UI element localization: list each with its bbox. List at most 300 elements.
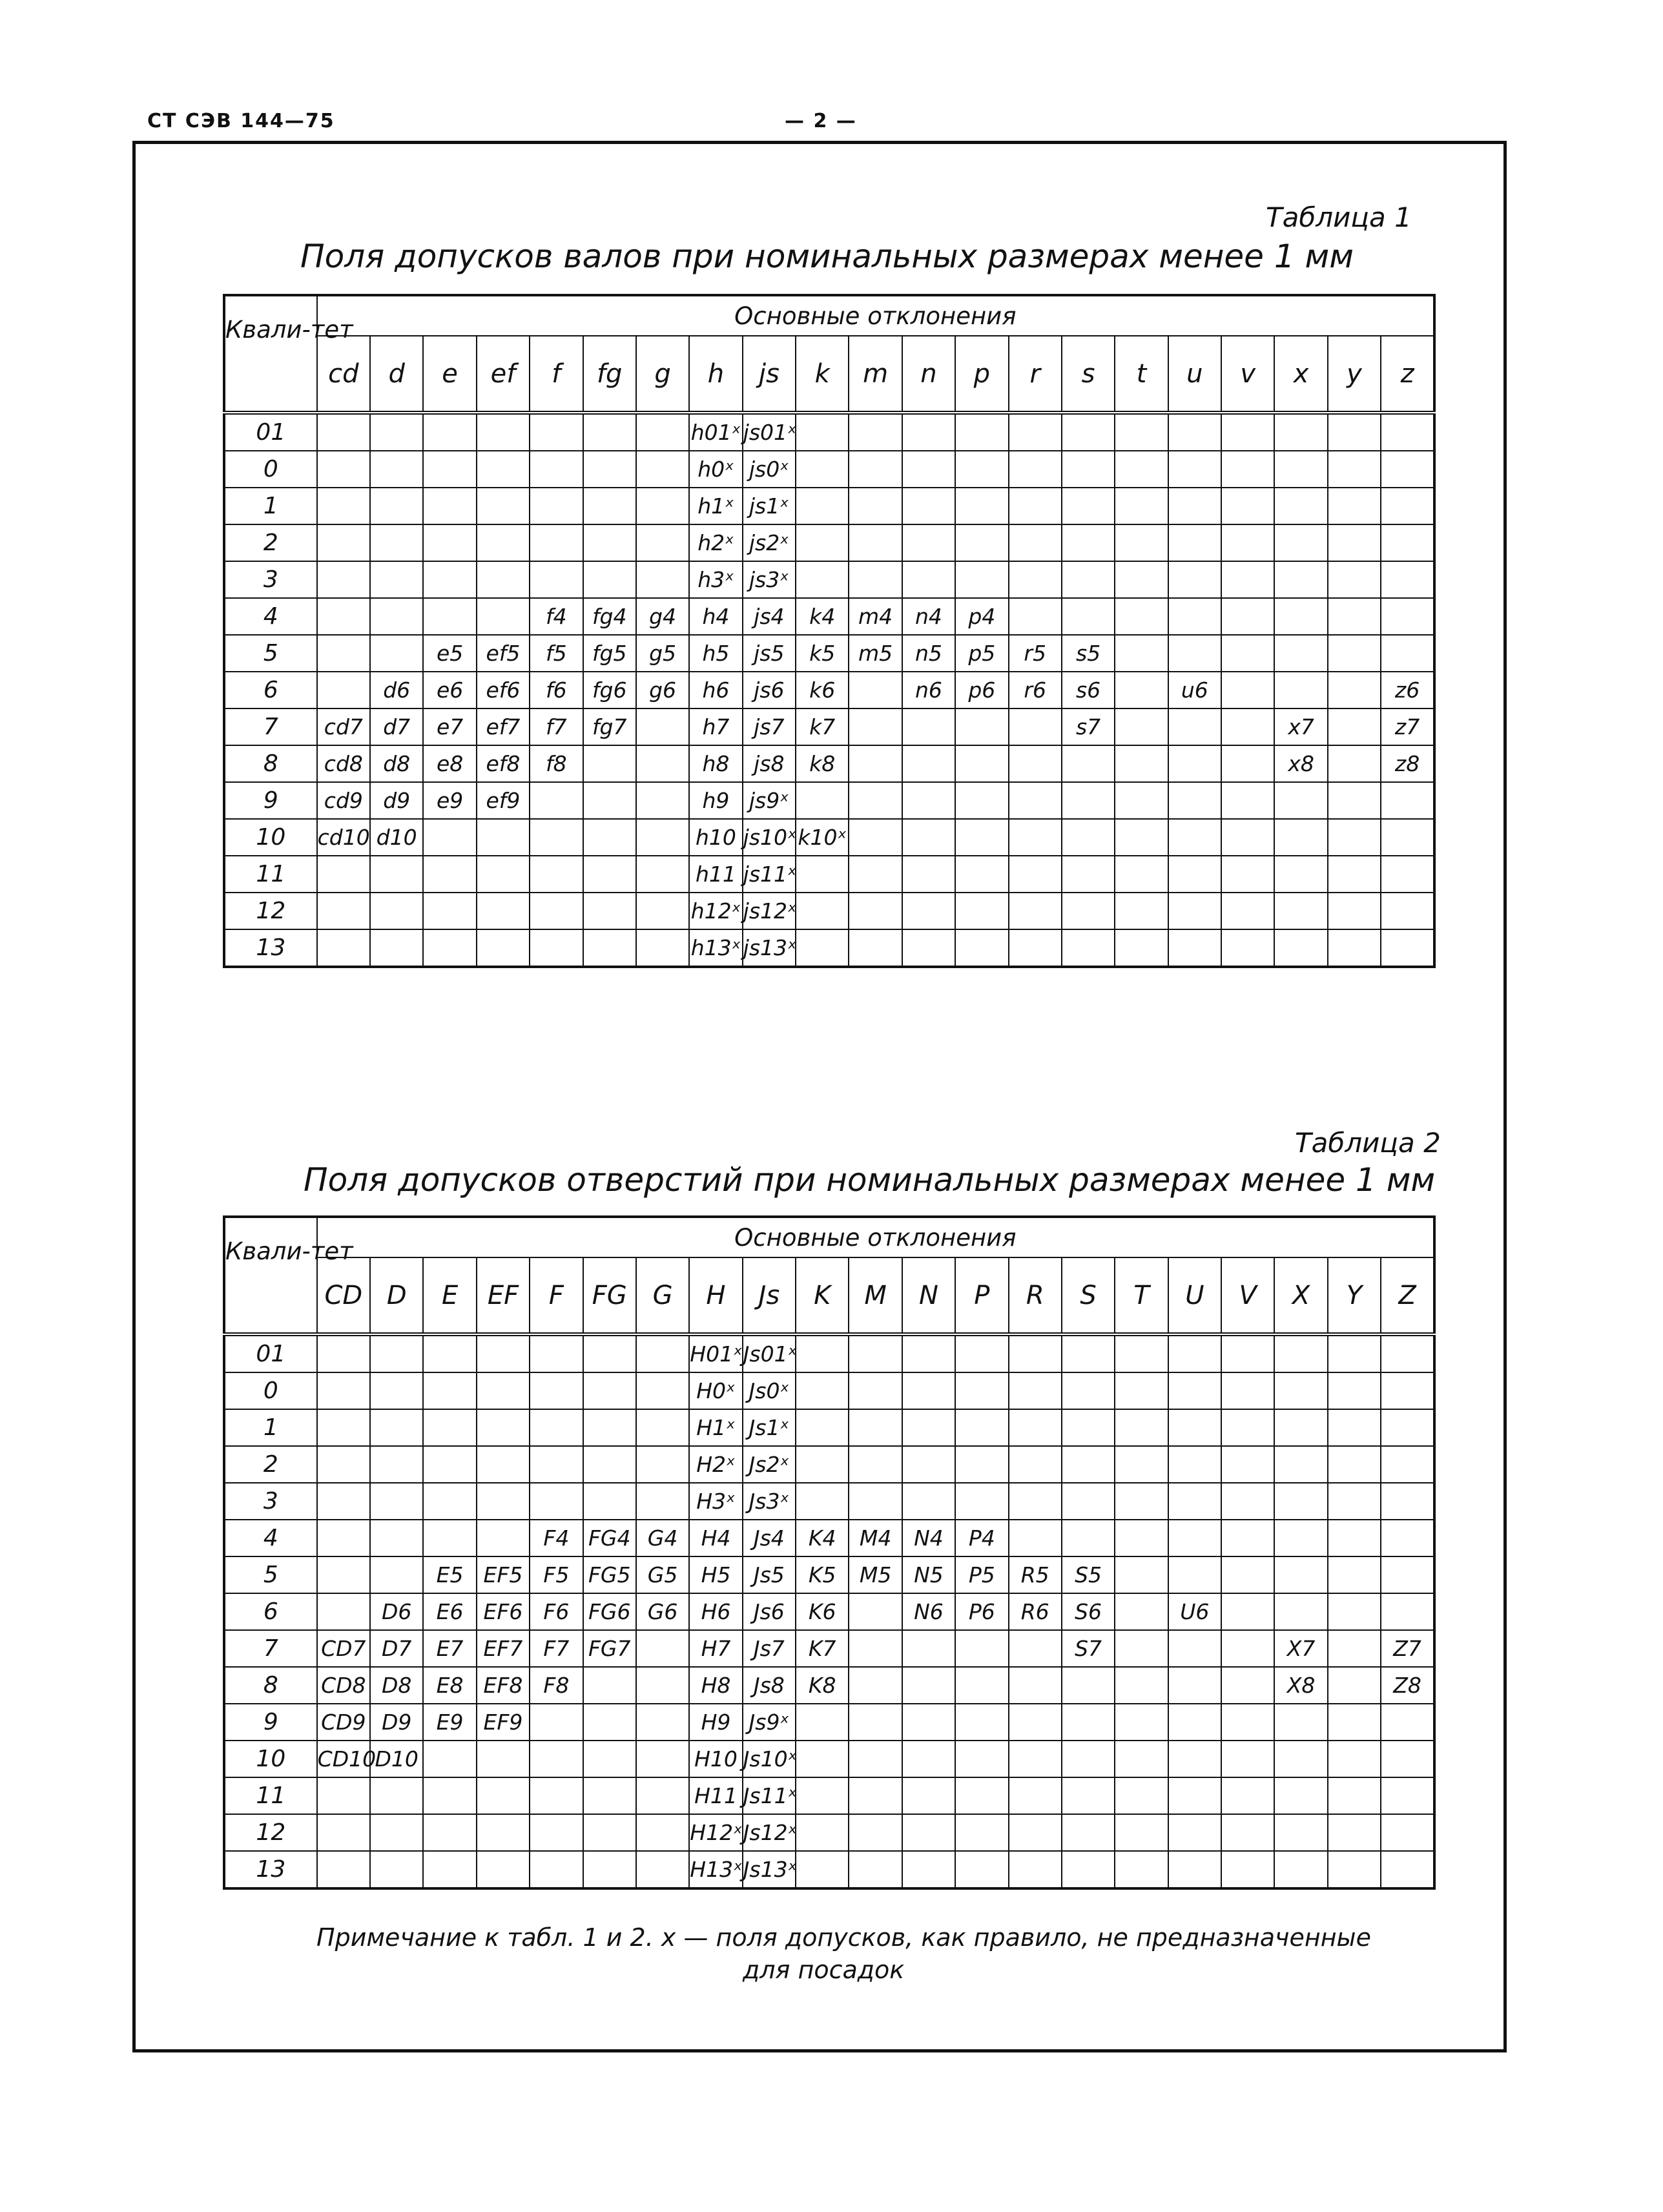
tolerance-cell: k6 [796, 672, 849, 708]
tolerance-cell: F4 [530, 1520, 583, 1556]
tolerance-cell [636, 1851, 689, 1888]
tolerance-cell [477, 1334, 530, 1372]
tolerance-cell [1221, 1409, 1274, 1446]
tolerance-cell [1221, 819, 1274, 856]
tolerance-cell [530, 561, 583, 598]
tolerance-cell [849, 1814, 902, 1851]
tolerance-cell [1115, 1741, 1168, 1777]
tolerance-cell: Js2ˣ [743, 1446, 796, 1483]
column-header-X: X [1274, 1257, 1327, 1334]
tolerance-cell [1009, 1851, 1062, 1888]
tolerance-cell: K8 [796, 1667, 849, 1704]
column-header-fg: fg [583, 336, 636, 413]
tolerance-cell [423, 1372, 476, 1409]
column-header-f: f [530, 336, 583, 413]
column-header-EF: EF [477, 1257, 530, 1334]
tolerance-cell [1328, 1851, 1381, 1888]
tolerance-cell [1062, 1446, 1115, 1483]
tolerance-cell: H7 [689, 1630, 742, 1667]
tolerance-cell [1009, 561, 1062, 598]
tolerance-cell [1115, 413, 1168, 451]
tolerance-cell [1274, 1593, 1327, 1630]
tolerance-cell [1115, 893, 1168, 929]
tolerance-cell [477, 1483, 530, 1520]
tolerance-cell: cd10 [317, 819, 370, 856]
tolerance-cell [477, 1520, 530, 1556]
tolerance-cell [370, 413, 423, 451]
tolerance-cell: CD7 [317, 1630, 370, 1667]
tolerance-cell [1274, 451, 1327, 488]
tolerance-cell [583, 1741, 636, 1777]
tolerance-cell: n4 [902, 598, 955, 635]
tolerance-cell: e7 [423, 708, 476, 745]
tolerance-cell [317, 1334, 370, 1372]
tolerance-cell [583, 1667, 636, 1704]
tolerance-cell: FG7 [583, 1630, 636, 1667]
tolerance-cell [1009, 1667, 1062, 1704]
tolerance-cell [1115, 635, 1168, 672]
tolerance-cell [1168, 1851, 1221, 1888]
tolerance-cell [1328, 745, 1381, 782]
tolerance-cell: s6 [1062, 672, 1115, 708]
tolerance-cell [1009, 1704, 1062, 1741]
table1-title: Поля допусков валов при номинальных размерах менее 1 мм [300, 238, 1354, 275]
tolerance-cell [1221, 1704, 1274, 1741]
tolerance-cell [1328, 1446, 1381, 1483]
tolerance-cell [849, 1446, 902, 1483]
tolerance-cell: EF5 [477, 1556, 530, 1593]
tolerance-cell [370, 561, 423, 598]
tolerance-cell [423, 1814, 476, 1851]
tolerance-cell [1221, 708, 1274, 745]
tolerance-cell [583, 1483, 636, 1520]
tolerance-cell [1328, 451, 1381, 488]
tolerance-cell: D9 [370, 1704, 423, 1741]
tolerance-cell [902, 1667, 955, 1704]
tolerance-cell [849, 1777, 902, 1814]
tolerance-cell [1328, 929, 1381, 967]
tolerance-cell: H5 [689, 1556, 742, 1593]
tolerance-cell [1168, 1667, 1221, 1704]
tolerance-cell [1009, 413, 1062, 451]
tolerance-cell [1115, 1372, 1168, 1409]
tolerance-cell: k8 [796, 745, 849, 782]
tolerance-cell [317, 856, 370, 893]
note-line-1: Примечание к табл. 1 и 2. x — поля допусков, как правило, не предназначенные [316, 1923, 1371, 1952]
grade-cell: 12 [224, 893, 317, 929]
grade-cell: 10 [224, 819, 317, 856]
column-header-p: p [955, 336, 1008, 413]
table-row [224, 893, 1434, 929]
tolerance-cell: z8 [1381, 745, 1434, 782]
tolerance-cell: f5 [530, 635, 583, 672]
column-header-y: y [1328, 336, 1381, 413]
tolerance-cell: js8 [743, 745, 796, 782]
tolerance-cell [1221, 561, 1274, 598]
tolerance-cell [1221, 1777, 1274, 1814]
tolerance-cell [1062, 1483, 1115, 1520]
tolerance-cell [1328, 1814, 1381, 1851]
tolerance-cell: h12ˣ [689, 893, 742, 929]
tolerance-cell [1168, 819, 1221, 856]
tolerance-cell [317, 929, 370, 967]
tolerance-cell [955, 745, 1008, 782]
tolerance-cell [1381, 413, 1434, 451]
tolerance-cell: ef8 [477, 745, 530, 782]
column-header-d: d [370, 336, 423, 413]
tolerance-cell [1274, 413, 1327, 451]
tolerance-cell [636, 561, 689, 598]
group-header: Основные отклонения [317, 1217, 1434, 1257]
tolerance-cell [796, 1409, 849, 1446]
tolerance-cell [530, 1409, 583, 1446]
column-header-H: H [689, 1257, 742, 1334]
tolerance-cell [849, 708, 902, 745]
tolerance-cell [423, 1520, 476, 1556]
tolerance-cell [530, 1704, 583, 1741]
tolerance-cell [1168, 1372, 1221, 1409]
tolerance-cell [317, 1851, 370, 1888]
tolerance-cell [1274, 1483, 1327, 1520]
tolerance-cell: EF7 [477, 1630, 530, 1667]
column-header-s: s [1062, 336, 1115, 413]
tolerance-cell [530, 856, 583, 893]
grade-cell: 7 [224, 1630, 317, 1667]
tolerance-cell [796, 1851, 849, 1888]
tolerance-cell [636, 524, 689, 561]
tolerance-cell [849, 1704, 902, 1741]
tolerance-cell: p6 [955, 672, 1008, 708]
column-header-K: K [796, 1257, 849, 1334]
tolerance-cell: s5 [1062, 635, 1115, 672]
table-row [224, 672, 1434, 708]
tolerance-cell [1328, 1667, 1381, 1704]
tolerance-cell [530, 1851, 583, 1888]
tolerance-cell [370, 1409, 423, 1446]
tolerance-cell [1328, 1741, 1381, 1777]
tolerance-cell [902, 524, 955, 561]
table2-label: Таблица 2 [1295, 1127, 1441, 1159]
tolerance-cell [1274, 561, 1327, 598]
tolerance-cell [1328, 672, 1381, 708]
tolerance-cell [1274, 1372, 1327, 1409]
tolerance-cell [1168, 893, 1221, 929]
tolerance-cell: E9 [423, 1704, 476, 1741]
tolerance-cell [530, 1741, 583, 1777]
tolerance-cell: F6 [530, 1593, 583, 1630]
tolerance-cell: D7 [370, 1630, 423, 1667]
tolerance-cell: X8 [1274, 1667, 1327, 1704]
tolerance-cell: g4 [636, 598, 689, 635]
tolerance-cell: Js4 [743, 1520, 796, 1556]
table-note [316, 1921, 1371, 1986]
tolerance-cell [1274, 1777, 1327, 1814]
tolerance-cell [902, 1483, 955, 1520]
tolerance-cell: Js11ˣ [743, 1777, 796, 1814]
tolerance-cell [796, 1334, 849, 1372]
tolerance-cell: H4 [689, 1520, 742, 1556]
tolerance-cell [1168, 1556, 1221, 1593]
column-header-CD: CD [317, 1257, 370, 1334]
tolerance-cell [1009, 893, 1062, 929]
tolerance-cell [423, 1777, 476, 1814]
tolerance-cell: p4 [955, 598, 1008, 635]
tolerance-cell [1115, 1851, 1168, 1888]
tolerance-cell: js6 [743, 672, 796, 708]
tolerance-cell [477, 1409, 530, 1446]
tolerance-cell: ef7 [477, 708, 530, 745]
tolerance-cell [1062, 745, 1115, 782]
tolerance-cell [1009, 451, 1062, 488]
tolerance-cell [955, 819, 1008, 856]
tolerance-cell: P5 [955, 1556, 1008, 1593]
tolerance-cell [1221, 1814, 1274, 1851]
tolerance-cell: N4 [902, 1520, 955, 1556]
tolerance-cell [1009, 1630, 1062, 1667]
tolerance-cell [1381, 524, 1434, 561]
column-header-g: g [636, 336, 689, 413]
tolerance-cell: n6 [902, 672, 955, 708]
tolerance-cell [317, 672, 370, 708]
tolerance-cell [1221, 1630, 1274, 1667]
tolerance-cell: u6 [1168, 672, 1221, 708]
tolerance-cell: d6 [370, 672, 423, 708]
tolerance-cell [1062, 929, 1115, 967]
tolerance-cell [1381, 561, 1434, 598]
grade-cell: 1 [224, 488, 317, 524]
tolerance-cell [1381, 451, 1434, 488]
table-row [224, 1334, 1434, 1372]
tolerance-cell: ef5 [477, 635, 530, 672]
tolerance-cell [1115, 1667, 1168, 1704]
tolerance-cell [477, 1741, 530, 1777]
tolerance-cell [370, 524, 423, 561]
tolerance-cell [955, 1704, 1008, 1741]
tolerance-cell: N6 [902, 1593, 955, 1630]
grade-cell: 3 [224, 561, 317, 598]
tolerance-cell [1009, 1334, 1062, 1372]
grade-cell: 01 [224, 1334, 317, 1372]
tolerance-cell [1381, 893, 1434, 929]
tolerance-cell [1115, 672, 1168, 708]
tolerance-cell [1115, 488, 1168, 524]
tolerance-cell [583, 893, 636, 929]
tolerance-cell: h8 [689, 745, 742, 782]
tolerance-cell: G5 [636, 1556, 689, 1593]
tolerance-cell: f6 [530, 672, 583, 708]
tolerance-cell [477, 1446, 530, 1483]
table-row [224, 1483, 1434, 1520]
tolerance-cell: CD10 [317, 1741, 370, 1777]
tolerance-cell: K4 [796, 1520, 849, 1556]
table-row [224, 708, 1434, 745]
tolerance-cell [1062, 451, 1115, 488]
tolerance-cell [1328, 1334, 1381, 1372]
tolerance-cell [423, 1851, 476, 1888]
tolerance-cell [1168, 1483, 1221, 1520]
tolerance-cell [1381, 488, 1434, 524]
grade-cell: 5 [224, 635, 317, 672]
tolerance-cell [583, 1777, 636, 1814]
column-header-F: F [530, 1257, 583, 1334]
tolerance-cell: EF6 [477, 1593, 530, 1630]
tolerance-cell [955, 488, 1008, 524]
tolerance-cell [317, 1556, 370, 1593]
tolerance-cell [636, 413, 689, 451]
tolerance-cell [636, 1372, 689, 1409]
tolerance-cell: f4 [530, 598, 583, 635]
tolerance-cell: cd9 [317, 782, 370, 819]
tolerance-cell [902, 708, 955, 745]
tolerance-cell [902, 451, 955, 488]
tolerance-cell [1062, 524, 1115, 561]
tolerance-cell [1168, 1814, 1221, 1851]
tolerance-cell: H12ˣ [689, 1814, 742, 1851]
tolerance-cell [1328, 561, 1381, 598]
tolerance-cell [955, 782, 1008, 819]
tolerance-cell [1115, 451, 1168, 488]
tolerance-cell [1009, 1483, 1062, 1520]
tolerance-cell [317, 451, 370, 488]
tolerance-cell [1274, 782, 1327, 819]
tolerance-cell [1168, 1334, 1221, 1372]
tolerance-cell [423, 524, 476, 561]
tolerance-cell [955, 1630, 1008, 1667]
tolerance-cell [1274, 1704, 1327, 1741]
tolerance-cell [583, 819, 636, 856]
tolerance-cell [1009, 488, 1062, 524]
tolerance-cell [1274, 1409, 1327, 1446]
tolerance-cell [1168, 1409, 1221, 1446]
tolerance-cell: Js7 [743, 1630, 796, 1667]
tolerance-cell: fg5 [583, 635, 636, 672]
tolerance-cell [955, 1409, 1008, 1446]
tolerance-cell: E7 [423, 1630, 476, 1667]
tolerance-cell [1168, 856, 1221, 893]
tolerance-cell [1221, 488, 1274, 524]
tolerance-cell [423, 1483, 476, 1520]
tolerance-cell: H1ˣ [689, 1409, 742, 1446]
tolerance-cell: H0ˣ [689, 1372, 742, 1409]
grade-cell: 12 [224, 1814, 317, 1851]
tolerance-cell [796, 413, 849, 451]
tolerance-cell [477, 929, 530, 967]
tolerance-cell: G6 [636, 1593, 689, 1630]
tolerance-cell [583, 1814, 636, 1851]
tolerance-cell [636, 1814, 689, 1851]
tolerance-cell: D6 [370, 1593, 423, 1630]
tolerance-cell [1115, 1593, 1168, 1630]
tolerance-cell [1328, 1704, 1381, 1741]
tolerance-cell [530, 1334, 583, 1372]
tolerance-cell: js9ˣ [743, 782, 796, 819]
tolerance-cell [955, 893, 1008, 929]
tolerance-cell [636, 1630, 689, 1667]
tolerance-cell [1328, 488, 1381, 524]
row-header-kvalitet: Квали-тет [224, 295, 317, 413]
tolerance-cell [1381, 1520, 1434, 1556]
tolerance-cell [636, 1446, 689, 1483]
table2-title: Поля допусков отверстий при номинальных размерах менее 1 мм [304, 1161, 1436, 1199]
tolerance-cell [955, 451, 1008, 488]
tolerance-cell [423, 561, 476, 598]
tolerance-cell: h11 [689, 856, 742, 893]
tolerance-cell: e9 [423, 782, 476, 819]
grade-cell: 0 [224, 1372, 317, 1409]
tolerance-cell [1221, 413, 1274, 451]
tolerance-cell [636, 1777, 689, 1814]
tolerance-cell [796, 451, 849, 488]
tolerance-cell [423, 1446, 476, 1483]
tolerance-cell [317, 1446, 370, 1483]
tolerance-cell [849, 1851, 902, 1888]
tolerance-cell [1328, 598, 1381, 635]
tolerance-cell [955, 708, 1008, 745]
tolerance-cell: P6 [955, 1593, 1008, 1630]
column-header-U: U [1168, 1257, 1221, 1334]
tolerance-cell: m5 [849, 635, 902, 672]
table-row [224, 1777, 1434, 1814]
tolerance-cell: EF9 [477, 1704, 530, 1741]
tolerance-cell: d7 [370, 708, 423, 745]
tolerance-cell [849, 413, 902, 451]
tolerance-cell [1009, 1409, 1062, 1446]
grade-cell: 7 [224, 708, 317, 745]
tolerance-cell [370, 1777, 423, 1814]
tolerance-cell [796, 856, 849, 893]
tolerance-cell [902, 1446, 955, 1483]
tolerance-cell [902, 1704, 955, 1741]
table-row [224, 1556, 1434, 1593]
tolerance-cell [317, 893, 370, 929]
tolerance-cell: h2ˣ [689, 524, 742, 561]
tolerance-cell: js11ˣ [743, 856, 796, 893]
tolerance-cell [1062, 1667, 1115, 1704]
table-row [224, 745, 1434, 782]
tolerance-cell [1115, 708, 1168, 745]
tolerance-cell: Js3ˣ [743, 1483, 796, 1520]
grade-cell: 2 [224, 524, 317, 561]
tolerance-cell: S6 [1062, 1593, 1115, 1630]
tolerance-cell [1009, 819, 1062, 856]
tolerance-cell [1168, 1630, 1221, 1667]
tolerance-cell: js12ˣ [743, 893, 796, 929]
tolerance-cell [1062, 413, 1115, 451]
tolerance-cell: R5 [1009, 1556, 1062, 1593]
tolerance-cell [849, 672, 902, 708]
tolerance-cell: n5 [902, 635, 955, 672]
tolerance-cell [902, 856, 955, 893]
tolerance-cell [530, 1777, 583, 1814]
tolerance-cell [902, 561, 955, 598]
tolerance-cell [530, 819, 583, 856]
tolerance-cell: g5 [636, 635, 689, 672]
tolerance-cell [902, 1741, 955, 1777]
tolerance-cell: k7 [796, 708, 849, 745]
tolerance-cell [370, 635, 423, 672]
row-header-kvalitet: Квали-тет [224, 1217, 317, 1334]
tolerance-cell [583, 782, 636, 819]
tolerance-cell [1328, 1630, 1381, 1667]
tolerance-cell [1274, 524, 1327, 561]
tolerance-cell [849, 1372, 902, 1409]
tolerance-cell [849, 561, 902, 598]
tolerance-cell [1115, 1483, 1168, 1520]
tolerance-cell [1115, 1409, 1168, 1446]
column-header-k: k [796, 336, 849, 413]
tolerance-cell [1062, 856, 1115, 893]
tolerance-cell [1062, 1409, 1115, 1446]
